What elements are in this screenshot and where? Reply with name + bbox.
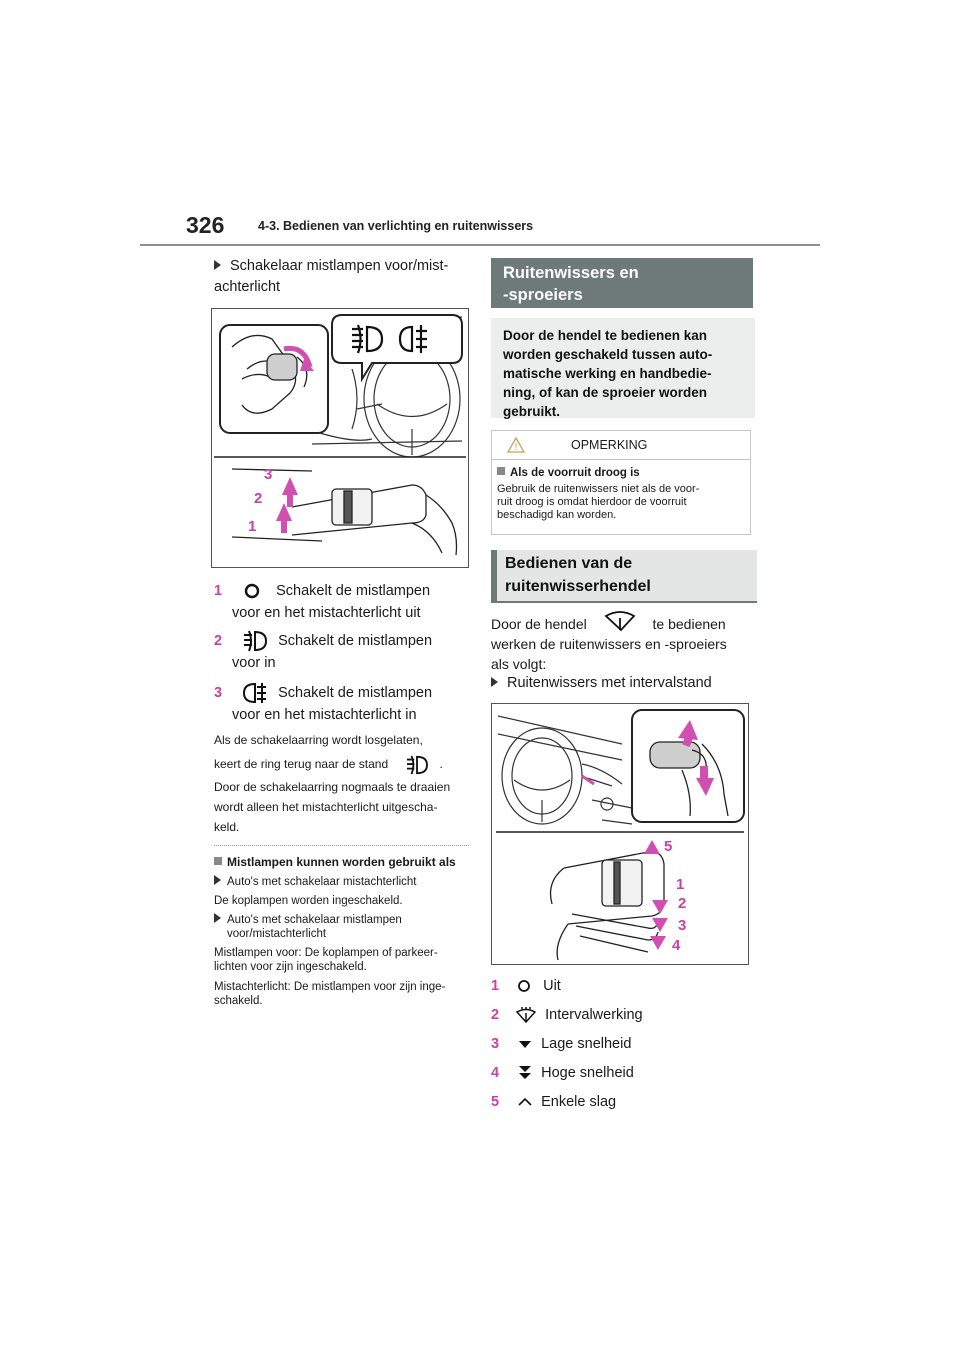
lever-intro-text: Door de hendel te bedienen werken de ruitenwissers en -sproeiers als volgt: [491, 614, 753, 674]
wiper-lever-icon [603, 610, 637, 634]
bullet-arrow-icon [491, 677, 498, 687]
wipers-intro-box: Door de hendel te bedienen kan worden geschakeld tussen auto- matische werking en handbedie- ning, of kan de sproeier worden gebruikt. [491, 318, 755, 418]
figure2-callout-1: 1 [676, 876, 685, 893]
figure2-callout-4: 4 [672, 937, 681, 954]
fog-switch-heading: Schakelaar mistlampen voor/mist-achterlicht [214, 258, 449, 295]
figure2-callout-2: 2 [678, 895, 687, 912]
wipers-main-heading: Ruitenwissers en -sproeiers [491, 258, 753, 308]
fog-switch-figure [211, 308, 469, 568]
figure2-callout-3: 3 [678, 917, 687, 934]
bullet-arrow-icon [214, 875, 221, 885]
high-speed-icon [517, 1065, 533, 1081]
usage-2-bullet: Auto's met schakelaar mistlampen voor/mistachterlicht [214, 913, 474, 941]
front-fog-icon [242, 630, 268, 652]
interval-heading: Ruitenwissers met intervalstand [491, 673, 751, 694]
section-title: 4-3. Bedienen van verlichting en ruitenwissers [258, 219, 534, 233]
fog-item-2: 2 Schakelt de mistlampen voor in [214, 630, 464, 674]
square-bullet-icon [214, 857, 222, 865]
bullet-arrow-icon [214, 913, 221, 923]
release-note: Als de schakelaarring wordt losgelaten, keert de ring terug naar de stand . Door de schakelaarring nogmaals te draaien wordt alleen het mistachterlicht uitgescha- keld. [214, 733, 451, 834]
wiper-lever-heading: Bedienen van de ruitenwisserhendel [491, 550, 757, 603]
usage-2-text-rear: Mistachterlicht: De mistlampen voor zijn inge- schakeld. [214, 981, 446, 1007]
notice-title: Als de voorruit droog is [492, 460, 750, 480]
off-circle-icon [517, 979, 531, 993]
figure1-callout-2: 2 [254, 490, 263, 507]
wiper-lever-illustration [492, 704, 748, 964]
fog-switch-illustration [212, 309, 468, 567]
wiper-item-4: 4 Hoge snelheid [491, 1065, 634, 1081]
fog-item-3: 3 Schakelt de mistlampen voor en het mistachterlicht in [214, 682, 464, 726]
fog-off-icon [242, 581, 262, 601]
low-speed-icon [517, 1038, 533, 1050]
fog-item-1: 1 Schakelt de mistlampen voor en het mistachterlicht uit [214, 583, 431, 621]
rear-fog-icon [242, 682, 268, 704]
warning-triangle-icon [507, 437, 525, 456]
header-divider [140, 244, 820, 246]
usage-2-text-front: Mistlampen voor: De koplampen of parkeer- lichten voor zijn ingeschakeld. [214, 947, 438, 973]
usage-1-text: De koplampen worden ingeschakeld. [214, 895, 403, 907]
bullet-arrow-icon [214, 260, 221, 270]
usage-1-bullet: Auto's met schakelaar mistachterlicht [214, 875, 474, 889]
dotted-divider [214, 845, 469, 846]
svg-text:!: ! [514, 442, 518, 453]
single-wipe-icon [517, 1096, 533, 1108]
notice-header: ! OPMERKING [492, 431, 750, 460]
wiper-lever-figure [491, 703, 749, 965]
notice-box [491, 430, 751, 535]
figure1-callout-3: 3 [264, 466, 273, 483]
page-number: 326 [186, 212, 225, 238]
wiper-item-2: 2 Intervalwerking [491, 1007, 643, 1023]
figure1-callout-1: 1 [248, 518, 257, 535]
figure2-callout-5: 5 [664, 838, 673, 855]
front-fog-small-icon [405, 755, 429, 775]
square-bullet-icon [497, 467, 505, 475]
intermittent-wiper-icon [515, 1007, 537, 1023]
usage-heading: Mistlampen kunnen worden gebruikt als [214, 855, 474, 869]
wiper-item-5: 5 Enkele slag [491, 1094, 617, 1110]
notice-text: Gebruik de ruitenwissers niet als de voor- ruit droog is omdat hierdoor de voorruit beschadigd kan worden. [497, 483, 700, 521]
wiper-item-3: 3 Lage snelheid [491, 1036, 632, 1052]
wiper-item-1: 1 Uit [491, 978, 561, 994]
